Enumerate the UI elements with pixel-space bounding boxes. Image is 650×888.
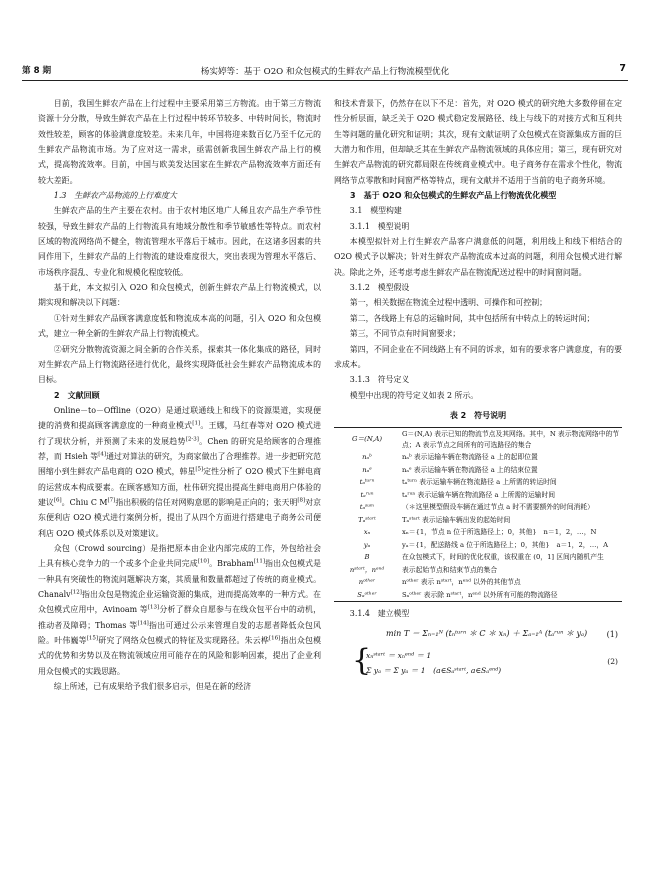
table-row [334, 489, 622, 502]
text-run: 指出众包模式的优势和劣势以及在物流领域应用可能存在的风险和影响因素，提出了企业利用众包模式的实践思路。 [38, 636, 321, 676]
equation-2-line-1: xₙˢᵗᵃʳᵗ ＝ xₙᵉⁿᵈ ＝ 1 [366, 650, 432, 660]
description-cell: yₐ＝{1，配送路线 a 位于所选路径上；0，其他} a＝1，2，…，A [402, 540, 609, 549]
citation: [8] [297, 497, 306, 504]
symbol-cell: nˢᵗᵃʳᵗ，nᵉⁿᵈ [349, 565, 385, 574]
text-run: 。Brabham [209, 559, 254, 569]
table-row [334, 564, 622, 577]
symbol-cell: G＝(N,A) [351, 435, 383, 444]
text-run: 对京东便利店 O2O 模式进行案例分析，提出了从四个方面进行搭建电子商务公司便利店 O2O 模式体系以及对策建议。 [38, 497, 321, 538]
symbol-cell: nₐᵇ [362, 453, 372, 462]
table-row [334, 576, 622, 589]
symbol-cell: Tₐˢᵗᵃʳᵗ [358, 515, 376, 524]
assumption: 第二，各线路上有总的运输时间，其中包括所有中转点上的转运时间； [349, 313, 595, 323]
list-item: ②研究分散物流资源之间全新的合作关系，探索其一体化集成的路径，同时对生鲜农产品上行物流路径进行优化，最终实现降低社会生鲜农产品物流成本的目标。 [38, 344, 321, 385]
citation: [16] [269, 635, 281, 642]
description-cell: （＊这里模型假设车辆在通过节点 a 时不需要额外的时间消耗） [402, 503, 594, 512]
table-row [334, 451, 622, 464]
description-cell: tₐʳᵘⁿ 表示运输车辆在物流路径 a 上所需的运输时间 [402, 490, 556, 499]
section-heading-3: 3 基于 O2O 和众包模式的生鲜农产品上行物流优化模型 [350, 191, 557, 201]
section-heading-3-1-1: 3.1.1 模型说明 [349, 221, 410, 231]
symbol-cell: nₐᵉ [362, 465, 372, 474]
citation: [12] [70, 589, 82, 596]
list-item: ①针对生鲜农产品顾客满意度低和物流成本高的问题，引入 O2O 和众包模式，建立一种全新的生鲜农产品上行物流模式。 [38, 313, 321, 339]
description-cell: nₐᵉ 表示运输车辆在物流路径 a 上的结束位置 [402, 465, 538, 474]
issue-number: 第 8 期 [22, 66, 52, 76]
table-row [334, 551, 622, 564]
text-run: 研究了网络众包模式的特征及实现路径。朱云桦 [98, 636, 270, 646]
table-row [334, 464, 622, 477]
equation-1-body: min T ＝ Σₙ₌₁ᴺ (tₙᵗᵘʳⁿ ＊ C ＊ xₙ) ＋ Σₐ₌₁ᴬ (tₐʳᵘⁿ ＊ yₐ) [386, 628, 588, 638]
paragraph-crowdsourcing [38, 541, 321, 679]
citation: [1] [192, 420, 201, 427]
right-column [334, 96, 622, 682]
text-run: 。Chiu C M [61, 497, 108, 507]
text-run: 众包（Crowd sourcing）是指把原本由企业内部完成的工作，外包给社会上具有核心竞争力的一个或多个企业共同完成 [38, 543, 321, 569]
symbol-table-body [334, 428, 622, 602]
description-cell: Sₐᵒᵗʰᵉʳ 表示除 nˢᵗᵃʳᵗ，nᵉⁿᵈ 以外所有可能的物流路径 [402, 590, 558, 599]
symbol-cell: B [364, 553, 370, 562]
text-run: Online－to－Offline（O2O）是通过联通线上和线下的资源渠道，实现便捷的消费和提高顾客满意度的一种商业模式 [38, 405, 321, 431]
paragraph: 综上所述，已有成果给予我们很多启示，但是在新的经济 [53, 682, 252, 692]
left-column [38, 96, 321, 694]
description-cell: xₙ＝{1，节点 n 位于所选路径上；0，其他} n＝1，2，…，N [402, 528, 597, 537]
section-heading-3-1-2: 3.1.2 模型假设 [349, 283, 410, 293]
citation: [10] [197, 558, 210, 565]
symbol-cell: tₐˢᵘᵐ [359, 503, 375, 512]
symbol-table [334, 427, 622, 602]
description-cell: G＝(N,A) 表示已知的物流节点及其网络。其中，N 表示物流网络中的节点；A 表示节点之间所有的可选路径的集合 [402, 430, 620, 449]
table-title: 表 2 符号说明 [449, 410, 507, 420]
assumption: 第三，不同节点有时间窗要求； [349, 329, 461, 339]
text-run: 指出可通过公示来管理自发的志愿者降低众包风险。叶伟巍等 [38, 620, 321, 646]
paragraph-literature [38, 403, 321, 541]
symbol-cell: tₐᵗᵘʳⁿ [359, 478, 375, 487]
paragraph: 生鲜农产品的生产主要在农村。由于农村地区地广人稀且农产品生产季节性较强，导致生鲜农产品的上行物流具有地域分散性和季节敏感性等特点。而农村区域的物流网络尚不健全，物流管理水平落后于城市。因此，在这诸多因素的共同作用下，生鲜农产品的上行物流的建设难度很大，突出表现为管理水平落后、市场秩序混乱、专业化和规模化程度较低。 [38, 206, 321, 277]
running-title: 杨实婷等：基于 O2O 和众包模式的生鲜农产品上行物流模型优化 [200, 67, 450, 77]
symbol-cell: Sₐᵒᵗʰᵉʳ [357, 590, 377, 599]
paragraph: 模型中出现的符号定义如表 2 所示。 [349, 390, 479, 400]
symbol-cell: yₐ [363, 540, 371, 549]
text-run: 。Chen 的研究是给顾客的合理推荐，而 Hsieh 等 [38, 436, 321, 461]
paragraph: 基于此，本文拟引入 O2O 和众包模式，创新生鲜农产品上行物流模式，以期实现和解决以下问题： [38, 283, 321, 308]
section-heading-3-1: 3.1 模型构建 [349, 206, 402, 216]
page-header [22, 62, 628, 81]
symbol-cell: tₐʳᵘⁿ [360, 490, 374, 499]
description-cell: 表示起始节点和结束节点的集合 [402, 565, 498, 574]
table-row [334, 526, 622, 539]
section-heading-1-3: 1.3 生鲜农产品物流的上行难度大 [53, 191, 177, 201]
description-cell: nₐᵇ 表示运输车辆在物流路径 a 上的起即位置 [402, 453, 538, 462]
table-row [334, 539, 622, 552]
section-heading-3-1-4: 3.1.4 建立模型 [349, 609, 410, 619]
citation: [15] [86, 635, 99, 642]
section-heading-2: 2 文献回顾 [54, 390, 100, 400]
symbol-cell: nᵒᵗʰᵉʳ [358, 578, 376, 587]
equation-2-line-2: Σ yₐ ＝ Σ yₐ ＝ 1 (a∈Sₐˢᵗᵃʳᵗ, a∈Sₐᵉⁿᵈ) [366, 665, 502, 675]
equation-1 [334, 622, 622, 646]
paragraph: 目前，我国生鲜农产品在上行过程中主要采用第三方物流。由于第三方物流资源十分分散，导致生鲜农产品在上行过程中转环节较多、中转时间长，物流时效性较差，顾客的体验满意度较差。未来几年，中国将迎来数百亿乃至千亿元的生鲜农产品物流市场。为了应对这一需求，亟需创新我国生鲜农产品上行的模式，提高物流效率。目前，中国与欧美发达国家在生鲜农产品物流效率方面还有较大差距。 [38, 99, 321, 185]
citation: [5] [195, 466, 204, 473]
text-run: 指出众包是物流企业运输资源的集成，进而提高效率的一种方式。在众包模式应用中，Avinoam 等 [38, 590, 321, 615]
table-row [334, 514, 622, 527]
citation: [4] [98, 451, 107, 458]
description-cell: Tₐˢᵗᵃʳᵗ 表示运输车辆出发的起始时间 [402, 515, 511, 524]
citation: [13] [147, 604, 160, 611]
paragraph: 本模型拟针对上行生鲜农产品客户满意低的问题，利用线上和线下相结合的 O2O 模式予以解决；针对生鲜农产品物流成本过高的问题，利用众包模式进行解决。除此之外，还考虑考虑生鲜农产品在物流配送过程中的时间窗问题。 [334, 237, 622, 277]
text-run: 指出积极的信任对网购意愿的影响是正向的；张天明 [115, 497, 298, 507]
assumption: 第四，不同企业在不同线路上有不同的诉求，如有的要求客户满意度，有的要求成本。 [334, 344, 622, 369]
text-run: 指出众包模式是一种具有突破性的物流问题解决方案，其质量和数量都超过了传统的商业模式。Chanalv [38, 559, 321, 599]
citation: [11] [253, 558, 266, 565]
table-row [334, 589, 622, 602]
paragraph: 和技术背景下，仍然存在以下不足：首先，对 O2O 模式的研究绝大多数停留在定性分析层面，缺乏关于 O2O 模式稳定发展路径、线上与线下的对接方式和互利共生等问题的量化研究和证明；其次，现有文献证明了众包模式在资源集成方面的巨大潜力和作用，但却缺乏其在生鲜农产品物流领域的具体应用；第三，现有研究对生鲜农产品物流的研究都局限在传统商业模式中。电子商务存在需求个性化，物流网络节点零散和时间窗严格等特点，现有文献并不适用于当前的电子商务环境。 [334, 99, 622, 185]
equation-2-number: (2) [607, 656, 618, 666]
citation: [6] [53, 497, 62, 504]
citation: [7] [107, 497, 116, 504]
table-row [334, 428, 622, 452]
text-run: 。王娜，马红春等对 O2O 模式进行了现状分析，并预测了未来的发展趋势 [38, 421, 321, 446]
assumption: 第一，相关数据在物流全过程中透明、可操作和可控制； [349, 298, 548, 308]
text-run: 通过对算法的研究，为商家做出了合理推荐。进一步把研究范围缩小到生鲜农产品电商的 O2O 模式，韩星 [38, 451, 321, 477]
text-run: 定性分析了 O2O 模式下生鲜电商的运营成本构成要素。在顾客感知方面，杜伟研究提出提高生鲜电商用户体验的建议 [38, 467, 321, 507]
table-row [334, 501, 622, 514]
brace-glyph: { [352, 642, 372, 678]
text-run: 分析了群众自愿参与在线众包平台中的动机，推动者及障碍；Thomas 等 [38, 605, 321, 630]
citation: [2-3] [185, 435, 199, 442]
equation-1-number: (1) [606, 629, 618, 639]
description-cell: 在众包模式下，时间的优化权重，该权重在 (0，1] 区间内随机产生 [402, 553, 604, 562]
equation-2 [334, 642, 622, 682]
description-cell: tₐᵗᵘʳⁿ 表示运输车辆在物流路径 a 上所需的转运时间 [402, 478, 557, 487]
page-number: 7 [619, 63, 626, 74]
table-row [334, 476, 622, 489]
section-heading-3-1-3: 3.1.3 符号定义 [349, 375, 410, 385]
description-cell: nᵒᵗʰᵉʳ 表示 nˢᵗᵃʳᵗ，nᵉⁿᵈ 以外的其他节点 [402, 578, 521, 587]
symbol-cell: xₙ [363, 528, 371, 537]
citation: [14] [137, 620, 149, 627]
